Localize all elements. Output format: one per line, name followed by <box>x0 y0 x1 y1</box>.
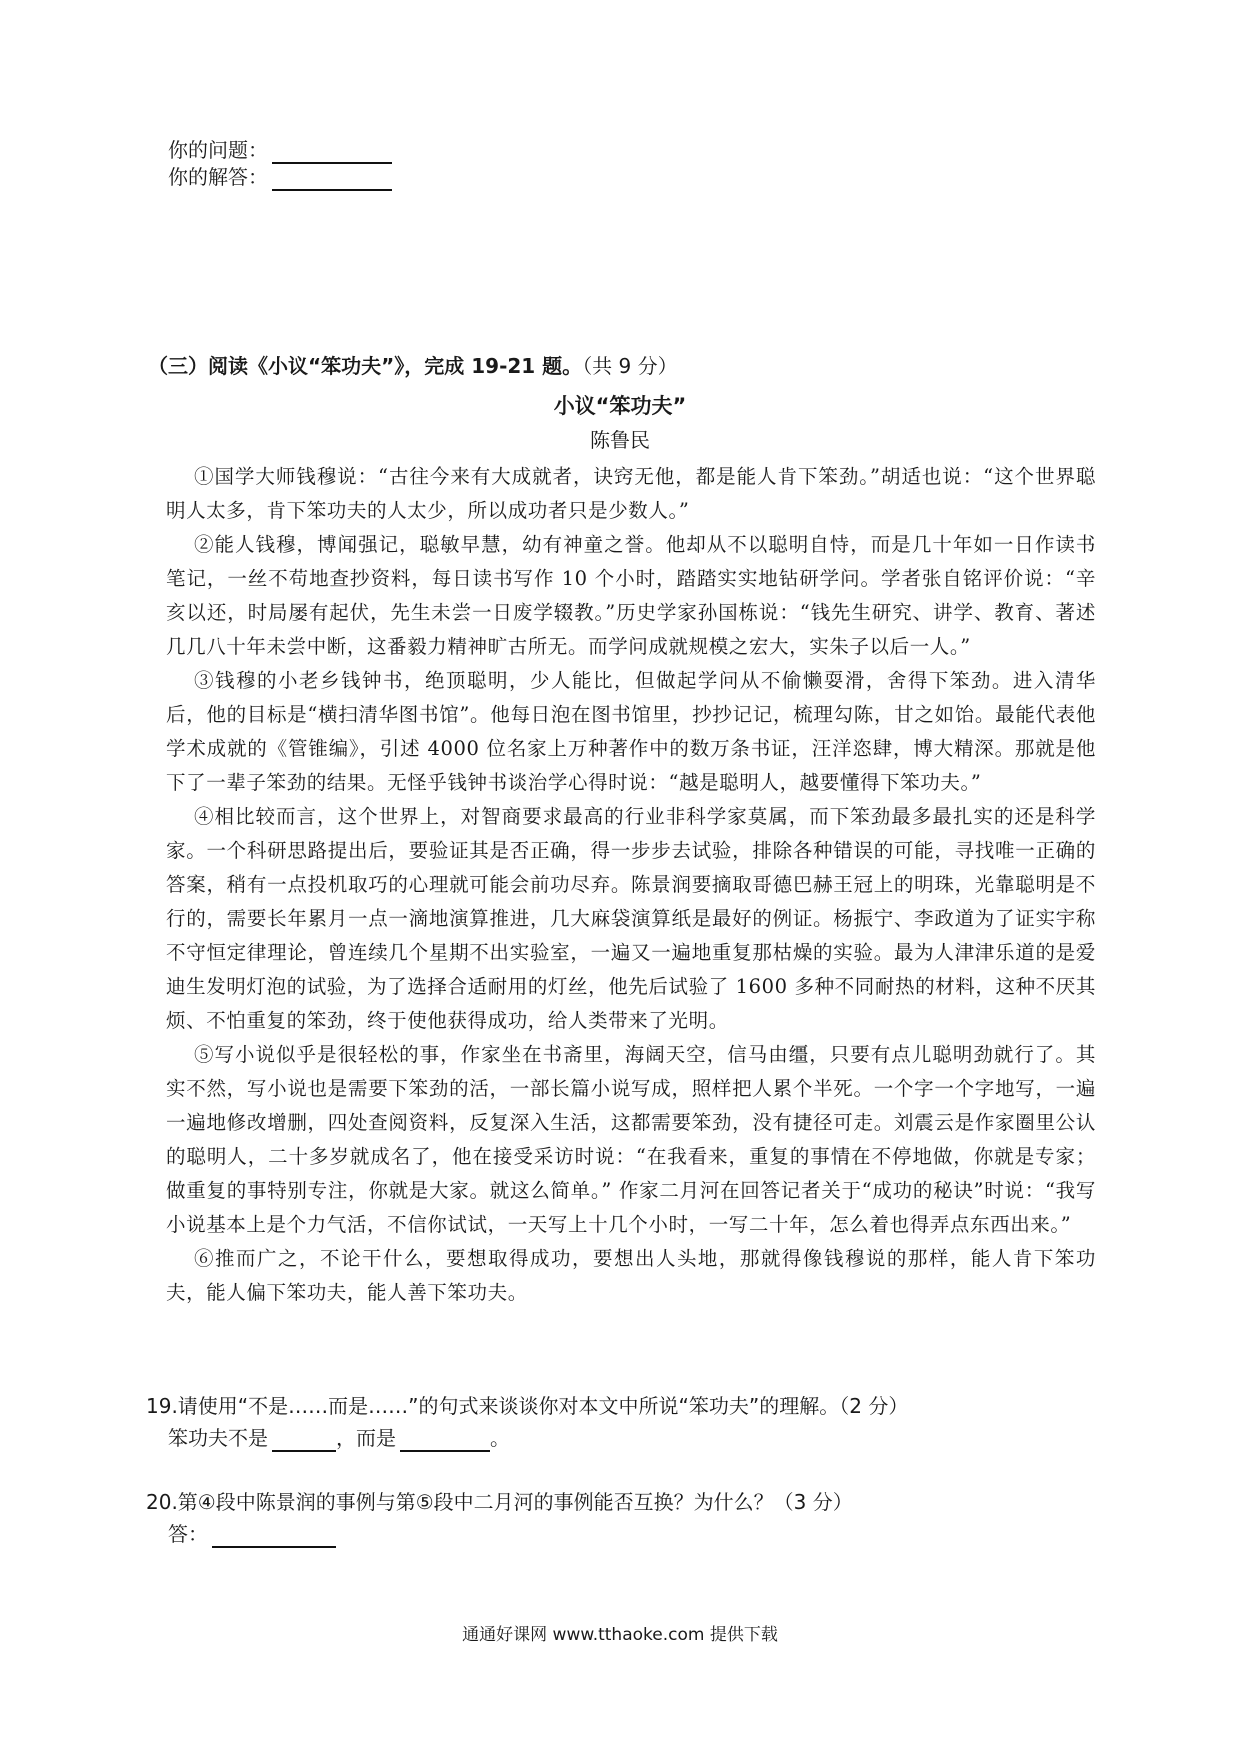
q19-answer-middle: ，而是 <box>336 1426 396 1450</box>
question-19-answer-line <box>168 1424 510 1452</box>
q19-answer-suffix: 。 <box>490 1426 510 1450</box>
article-paragraph-4: ④相比较而言，这个世界上，对智商要求最高的行业非科学家莫属，而下笨劲最多最扎实的还是科学家。一个科研思路提出后，要验证其是否正确，得一步步去试验，排除各种错误的可能，寻找唯一正确的答案，稍有一点投机取巧的心理就可能会前功尽弃。陈景润要摘取哥德巴赫王冠上的明珠，光靠聪明是不行的，需要长年累月一点一滴地演算推进，几大麻袋演算纸是最好的例证。杨振宁、李政道为了证实宇称不守恒定律理论，曾连续几个星期不出实验室，一遍又一遍地重复那枯燥的实验。最为人津津乐道的是爱迪生发明灯泡的试验，为了选择合适耐用的灯丝，他先后试验了 1600 多种不同耐热的材料，这种不厌其烦、不怕重复的笨劲，终于使他获得成功，给人类带来了光明。 <box>166 805 1096 1032</box>
section-heading-text: （三）阅读《小议“笨功夫”》，完成 19-21 题。 <box>148 354 583 378</box>
article-paragraph-1: ①国学大师钱穆说：“古往今来有大成就者，诀窍无他，都是能人肯下笨劲。”胡适也说：“这个世界聪明人太多，肯下笨功夫的人太少，所以成功者只是少数人。” <box>166 465 1096 522</box>
q20-answer-label: 答： <box>168 1522 208 1546</box>
your-question-blank[interactable] <box>272 140 392 164</box>
article-paragraph-5: ⑤写小说似乎是很轻松的事，作家坐在书斋里，海阔天空，信马由缰，只要有点儿聪明劲就行了。其实不然，写小说也是需要下笨劲的活，一部长篇小说写成，照样把人累个半死。一个字一个字地写，一遍一遍地修改增删，四处查阅资料，反复深入生活，这都需要笨劲，没有捷径可走。刘震云是作家圈里公认的聪明人，二十多岁就成名了，他在接受采访时说：“在我看来，重复的事情在不停地做，你就是专家；做重复的事特别专注，你就是大家。就这么简单。” 作家二月河在回答记者关于“成功的秘诀”时说：“我写小说基本上是个力气活，不信你试试，一天写上十几个小时，一写二十年，怎么着也得弄点东西出来。” <box>166 1043 1096 1236</box>
your-answer-line <box>168 163 392 191</box>
your-question-label: 你的问题： <box>168 138 268 162</box>
your-answer-label: 你的解答： <box>168 165 268 189</box>
question-20-answer-line <box>168 1520 336 1548</box>
article-paragraph-6: ⑥推而广之，不论干什么，要想取得成功，要想出人头地，那就得像钱穆说的那样，能人肯下笨功夫，能人偏下笨功夫，能人善下笨功夫。 <box>166 1247 1096 1304</box>
q19-answer-prefix: 笨功夫不是 <box>168 1426 268 1450</box>
section-heading <box>148 350 678 379</box>
your-answer-blank[interactable] <box>272 167 392 191</box>
your-question-line <box>168 136 392 164</box>
article-title: 小议“笨功夫” <box>553 394 687 418</box>
page-footer: 通通好课网 www.tthaoke.com 提供下载 <box>462 1625 778 1645</box>
section-score-note: （共 9 分） <box>582 354 678 378</box>
q20-answer-blank[interactable] <box>212 1524 336 1548</box>
question-20: 20.第④段中陈景润的事例与第⑤段中二月河的事例能否互换？为什么？（3 分） <box>146 1490 853 1514</box>
article-paragraph-2: ②能人钱穆，博闻强记，聪敏早慧，幼有神童之誉。他却从不以聪明自恃，而是几十年如一日作读书笔记，一丝不苟地查抄资料，每日读书写作 10 个小时，踏踏实实地钻研学问。学者张自铭评价说：“辛亥以还，时局屡有起伏，先生未尝一日废学辍教。”历史学家孙国栋说：“钱先生研究、讲学、教育、著述几几八十年未尝中断，这番毅力精神旷古所无。而学问成就规模之宏大，实朱子以后一人。” <box>166 533 1096 658</box>
q19-blank-1[interactable] <box>272 1428 336 1452</box>
question-19: 19.请使用“不是……而是……”的句式来谈谈你对本文中所说“笨功夫”的理解。（2 分） <box>146 1394 909 1418</box>
article-author: 陈鲁民 <box>590 428 650 452</box>
q19-blank-2[interactable] <box>400 1428 490 1452</box>
article-paragraph-3: ③钱穆的小老乡钱钟书，绝顶聪明，少人能比，但做起学问从不偷懒耍滑，舍得下笨劲。进入清华后，他的目标是“横扫清华图书馆”。他每日泡在图书馆里，抄抄记记，梳理勾陈，甘之如饴。最能代表他学术成就的《管锥编》，引述 4000 位名家上万种著作中的数万条书证，汪洋恣肆，博大精深。那就是他下了一辈子笨劲的结果。无怪乎钱钟书谈治学心得时说：“越是聪明人，越要懂得下笨功夫。” <box>166 669 1096 794</box>
article-body <box>166 460 1096 1310</box>
